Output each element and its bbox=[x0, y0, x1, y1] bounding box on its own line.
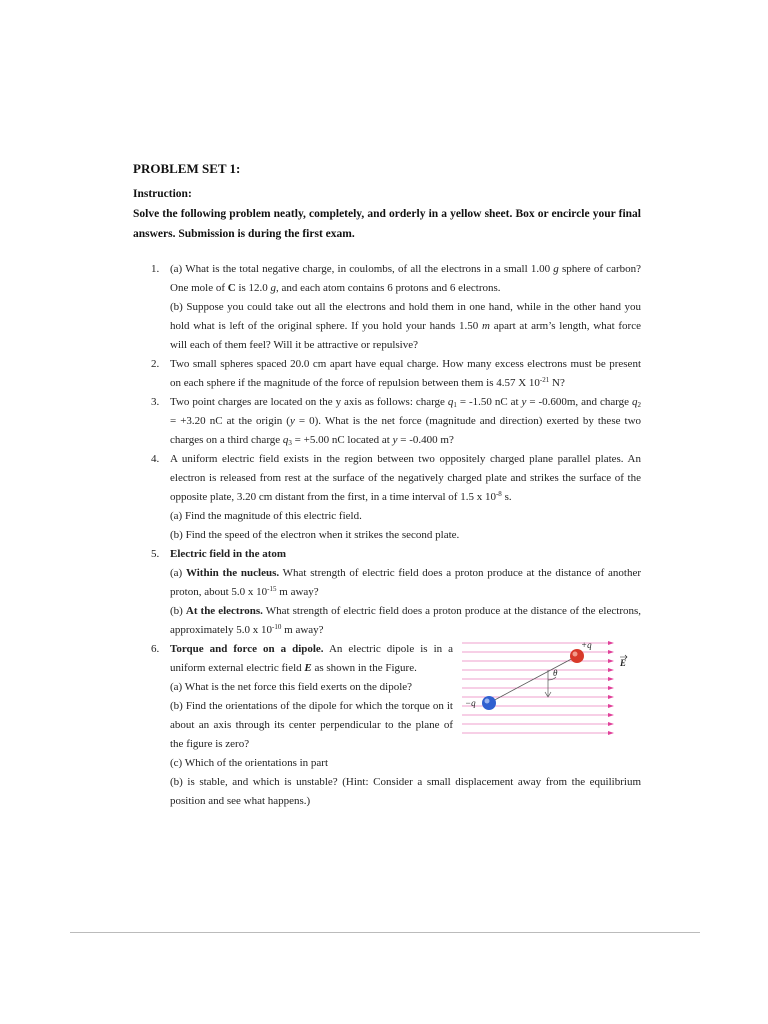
problem-6 bbox=[0, 640, 641, 811]
problem-list bbox=[0, 260, 768, 811]
dipole-axis bbox=[489, 656, 577, 703]
plus-q-label: +q bbox=[581, 640, 592, 650]
problem-6a: (a) What is the net force this field exerts on the dipole? bbox=[170, 681, 413, 693]
field-line-arrowhead bbox=[608, 659, 614, 663]
problem-3-text: Two point charges are located on the y axis as follows: charge $q_1 = -1.50$ nC at y = -0.600m, and charge $q_2 = +3.20$ nC at the origin (y = 0). What is the net force (magnitude and direction) exerted by these two charges on a third charge $q_3 = +5.00$ nC located at y = -0.400 m? bbox=[170, 396, 642, 447]
problem-5b: (b) At the electrons. What strength of electric field does a proton produce at the distance of the electrons, approximately 5.0 x $10^{-10}$ m away? bbox=[170, 605, 642, 636]
field-line-arrowhead bbox=[608, 704, 614, 708]
problem-6c-continued: (b) is stable, and which is unstable? (Hint: Consider a small displacement away from the equilibrium position and see what happens.) bbox=[170, 776, 641, 807]
field-line-arrowhead bbox=[608, 695, 614, 699]
problem-4-text: A uniform electric field exists in the region between two oppositely charged plane parallel plates. An electron is released from rest at the surface of the negatively charged plate and strikes the surface of the opposite plate, 3.20 cm distant from the first, in a time interval of 1.5 x $10^{-8}$ s. bbox=[170, 453, 641, 503]
problem-1b: (b) Suppose you could take out all the electrons and hold them in one hand, while in the other hand you hold what is left of the original sphere. If you hold your hands 1.50 m apart at arm’s length, what force will each of them feel? Will it be attractive or repulsive? bbox=[170, 301, 641, 351]
field-line-arrowhead bbox=[608, 668, 614, 672]
footer-rule bbox=[70, 932, 700, 933]
problem-1 bbox=[0, 260, 641, 355]
problem-6-text-block bbox=[170, 640, 453, 773]
problem-2 bbox=[0, 355, 641, 393]
field-line-arrowhead bbox=[608, 650, 614, 654]
positive-charge-highlight bbox=[573, 652, 578, 657]
problem-number: 2. bbox=[151, 358, 160, 370]
problem-number: 5. bbox=[151, 548, 160, 560]
field-label: E bbox=[620, 658, 627, 668]
problem-4a: (a) Find the magnitude of this electric field. bbox=[170, 510, 362, 522]
instruction-heading: Instruction: bbox=[133, 188, 192, 200]
dipole-figure bbox=[460, 640, 630, 740]
field-line-arrowhead bbox=[608, 686, 614, 690]
negative-charge bbox=[482, 696, 496, 710]
positive-charge bbox=[570, 649, 584, 663]
problem-5a: (a) Within the nucleus. What strength of electric field does a proton produce at the distance of another proton, about 5.0 x $10^{-15}$ m away? bbox=[170, 567, 641, 598]
problem-5 bbox=[0, 545, 641, 640]
instruction-body: Solve the following problem neatly, completely, and orderly in a yellow sheet. Box or encircle your final answers. Submission is during the first exam. bbox=[133, 208, 641, 240]
problem-3 bbox=[0, 393, 641, 450]
theta-label: θ bbox=[553, 668, 558, 678]
field-lines bbox=[462, 641, 614, 735]
minus-q-label: −q bbox=[465, 698, 476, 708]
problem-number: 6. bbox=[151, 643, 160, 655]
problem-number: 3. bbox=[151, 396, 160, 408]
negative-charge-highlight bbox=[485, 699, 490, 704]
problem-4 bbox=[0, 450, 641, 545]
field-line-arrowhead bbox=[608, 641, 614, 645]
problem-4b: (b) Find the speed of the electron when it strikes the second plate. bbox=[170, 529, 460, 541]
problem-1a: (a) What is the total negative charge, in coulombs, of all the electrons in a small 1.00 g sphere of carbon? One mole of C is 12.0 g, and each atom contains 6 protons and 6 electrons. bbox=[170, 263, 641, 294]
problem-number: 4. bbox=[151, 453, 160, 465]
problem-6c: (c) Which of the orientations in part bbox=[170, 757, 329, 769]
page-title: PROBLEM SET 1: bbox=[133, 161, 241, 176]
field-line-arrowhead bbox=[608, 677, 614, 681]
problem-6-intro: Torque and force on a dipole. An electric dipole is in a uniform external electric field E as shown in the Figure. bbox=[170, 643, 454, 674]
problem-5-heading: Electric field in the atom bbox=[170, 548, 287, 560]
problem-number: 1. bbox=[151, 263, 160, 275]
problem-2-text: Two small spheres spaced 20.0 cm apart have equal charge. How many excess electrons must be present on each sphere if the magnitude of the force of repulsion between them is 4.57 X $10^{-21}$ N? bbox=[170, 358, 641, 389]
field-line-arrowhead bbox=[608, 731, 614, 735]
field-line-arrowhead bbox=[608, 722, 614, 726]
problem-6b: (b) Find the orientations of the dipole for which the torque on it about an axis through its center perpendicular to the plane of the figure is zero? bbox=[170, 700, 453, 750]
field-line-arrowhead bbox=[608, 713, 614, 717]
